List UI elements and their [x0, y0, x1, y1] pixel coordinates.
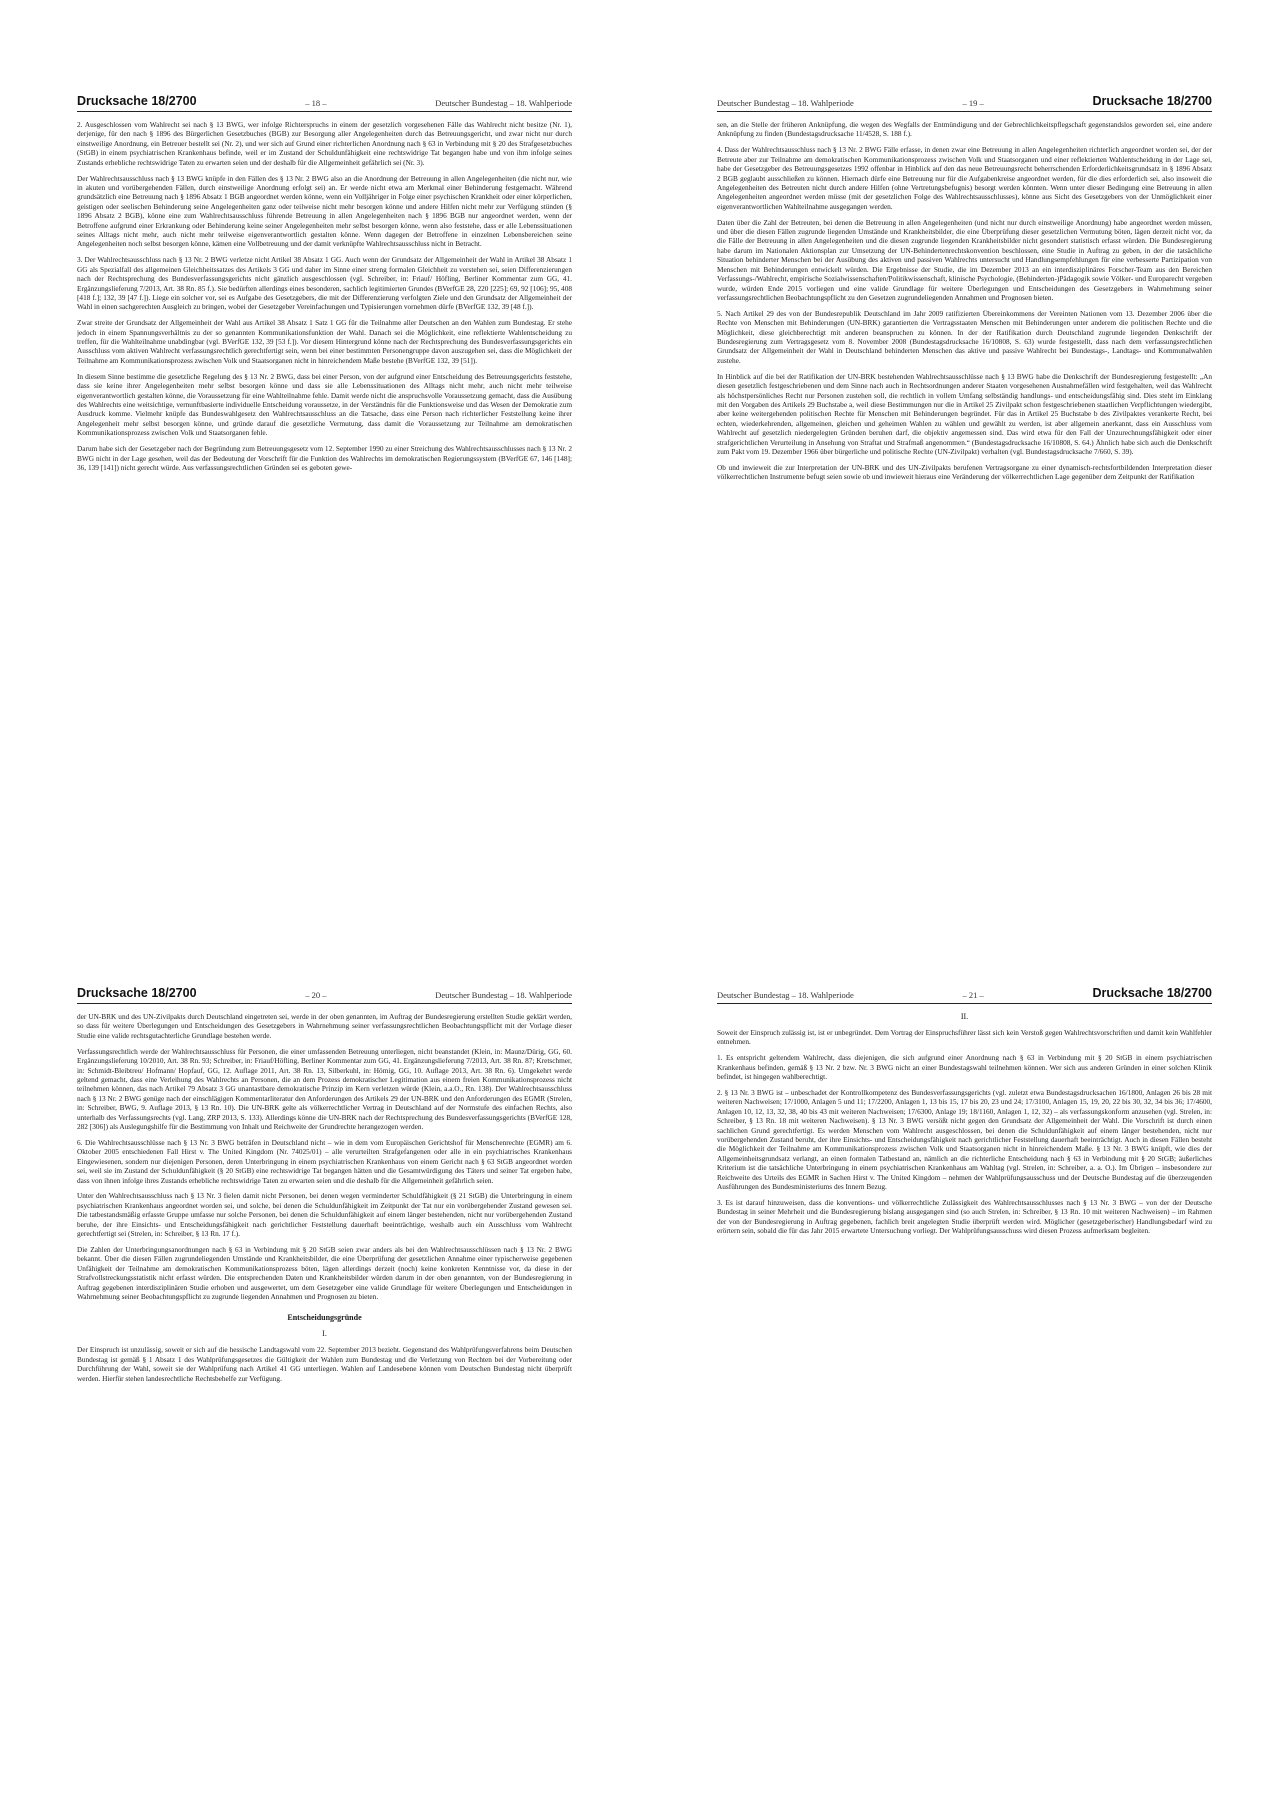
- paragraph: 5. Nach Artikel 29 des von der Bundesrepublik Deutschland im Jahr 2009 ratifizierten Übereinkommens der Vereinten Nationen vom 13. Dezember 2006 über die Rechte von Menschen mit Behinderungen (UN-BRK) garantierten die Vertragsstaaten Menschen mit Behinderungen unter anderem die politischen Rechte und die Möglichkeit, diese gleichberechtigt mit anderen beanspruchen zu können. In der der Ratifikation durch Deutschland zugrunde liegenden Denkschrift der Bundesregierung zum Vertragsgesetz vom 8. November 2008 (Bundestagsdrucksache 16/10808, S. 63) wurde festgestellt, dass nach dem verfassungsrechtlichen Grundsatz der Allgemeinheit der Wahl in Deutschland behinderten Menschen das aktive und passive Wahlrecht bei Bundestags-, Landtags- und Kommunalwahlen zustehe.: [717, 308, 1212, 365]
- page-number: – 20 –: [305, 990, 327, 1000]
- paragraph: 3. Es ist darauf hinzuweisen, dass die konventions- und völkerrechtliche Zulässigkeit des Wahlrechtsausschlusses nach § 13 Nr. 3 BWG – von der der Deutsche Bundestag in seiner Mehrheit und die Bundesregierung bislang ausgegangen sind (so auch Strelen, in: Schreiber, § 13 Rn. 10 mit weiteren Nachweisen) – im Rahmen der von der Bundesregierung in Auftrag gegebenen, fachlich breit angelegten Studie überprüft werden wird. Möglicher (gesetzgeberischer) Handlungsbedarf wird zu erörtern sein, sobald die für das Jahr 2015 erwartete Untersuchung vorliegt. Der Wahlprüfungsausschuss wird diesen Prozess aufmerksam begleiten.: [717, 1198, 1212, 1236]
- page-body: [77, 120, 572, 472]
- document-number: Drucksache 18/2700: [77, 986, 197, 1000]
- paragraph: 4. Dass der Wahlrechtsausschluss nach § 13 Nr. 2 BWG Fälle erfasse, in denen zwar eine Betreuung in allen Angelegenheiten richterlich angeordnet worden sei, der der Betreute aber zur Teilnahme am demokratischen Kommunikationsprozess zwischen Volk und Staatsorganen und einer reflektierten Wahlentscheidung in der Lage sei, habe der Gesetzgeber des Betreuungsgesetzes 1992 offenbar in Hinblick auf den das neue Betreuungsrecht beherrschenden Erforderlichkeitsgrundsatz in § 1896 Absatz 2 BGB geglaubt ausschließen zu können. Hiernach dürfe eine Betreuung nur für die Aufgabenkreise angeordnet werden, für die dies erforderlich sei, also insoweit die Angelegenheiten des Betreuten nicht durch andere Hilfen (ohne Vertretungsbefugnis) besorgt werden könnten. Wenn unter dieser Bedingung eine Betreuung in allen Angelegenheiten angeordnet werden müsse (mit der gesetzlichen Folge des Wahlrechtsausschlusses), könne aus Sicht des Gesetzgebers von der Unmöglichkeit einer eigenverantwortlichen Wahlteilnahme ausgegangen werden.: [717, 145, 1212, 211]
- paragraph: Der Wahlrechtsausschluss nach § 13 BWG knüpfe in den Fällen des § 13 Nr. 2 BWG also an die Anordnung der Betreuung in allen Angelegenheiten (die nicht nur, wie in akuten und vorübergehenden Fällen, durch einstweilige Anordnung erfolgt sei) an. Er werde nicht etwa am Merkmal einer Behinderung festgemacht. Während grundsätzlich eine Betreuung nach § 1896 Absatz 1 BGB angeordnet werden könne, wenn ein Volljähriger in Folge einer psychischen Krankheit oder einer körperlichen, geistigen oder seelischen Behinderung seine Angelegenheiten ganz oder teilweise nicht mehr besorgen könne und andere Hilfen nicht mehr zur Verfügung stünden (§ 1896 Absatz 2 BGB), könne eine zum Wahlrechtsausschluss führende Betreuung in allen Angelegenheiten nach § 1896 BGB nur angeordnet werden, wenn der Betroffene aufgrund einer Erkrankung oder Behinderung keine seiner Angelegenheiten mehr selbst besorgen könne, wenn also feststehe, dass er alle Lebenssituationen seines Alltags nicht mehr, auch nicht mehr teilweise eigenverantwortlich gestalten könne. Wenn dagegen der Betroffene in einzelnen Lebensbereichen seine Angelegenheiten noch selbst besorgen könne, kämen eine Vollbetreuung und der damit verknüpfte Wahlrechtsausschluss nicht in Betracht.: [77, 173, 572, 249]
- paragraph: 2. Ausgeschlossen vom Wahlrecht sei nach § 13 BWG, wer infolge Richterspruchs in einem der gesetzlich vorgesehenen Fälle das Wahlrecht nicht besitze (Nr. 1), derjenige, für den nach § 1896 des Bürgerlichen Gesetzbuches (BGB) zur Besorgung aller Angelegenheiten durch das Betreuungsgericht, und zwar nicht nur durch einstweilige Anordnung, ein Betreuer bestellt sei (Nr. 2), und wer sich auf Grund einer richterlichen Anordnung nach § 63 in Verbindung mit § 20 des Strafgesetzbuches (StGB) in einem psychiatrischen Krankenhaus befinde, weil er im Zustand der Schuldunfähigkeit eine rechtswidrige Tat begangen habe und von ihm infolge seines Zustands erhebliche rechtswidrige Taten zu erwarten seien und der deshalb für die Allgemeinheit gefährlich sei (Nr. 3).: [77, 120, 572, 167]
- parliament-period: Deutscher Bundestag – 18. Wahlperiode: [717, 98, 854, 108]
- paragraph: 2. § 13 Nr. 3 BWG ist – unbeschadet der Kontrollkompetenz des Bundesverfassungsgerichts (vgl. zuletzt etwa Bundestagsdrucksachen 16/1800, Anlagen 26 bis 28 mit weiteren Nachweisen; 17/1000, Anlagen 5 und 11; 17/2200, Anlagen 1, 13 bis 15, 17 bis 20, 23 und 24; 17/3100, Anlagen 15, 19, 20, 22 bis 30, 32, 34 bis 36; 17/4600, Anlagen 10, 12, 13, 32, 38, 40 bis 43 mit weiteren Nachweisen; 17/6300, Anlage 19; 18/1160, Anlagen 1, 12, 32) – als verfassungskonform anzusehen (vgl. Strelen, in: Schreiber, § 13 Rn. 18 mit weiteren Nachweisen). § 13 Nr. 3 BWG versößt nicht gegen den Grundsatz der Allgemeinheit der Wahl. Die Vorschrift ist durch einen sachlichen Grund gerechtfertigt. Es werden Menschen vom Wahlrecht ausgeschlossen, bei denen die Schuldunfähigkeit auf einem länger bestehenden, nicht nur vorübergehenden Zustand beruht, der ihre Einsichts- und Entscheidungsfähigkeit nach gerichtlicher Feststellung dauerhaft beeinträchtigt. Auch in diesen Fällen besteht die Möglichkeit der Teilnahme am Kommunikationsprozess zwischen Volk und Staatsorganen nicht in hinreichendem Maße. § 13 Nr. 3 BWG knüpft, wie dies der Allgemeinheitsgrundsatz verlangt, an einen formalen Tatbestand an, nämlich an die richterliche Entscheidung nach § 63 in Verbindung mit § 20 StGB; äußerliches Kriterium ist die tatsächliche Unterbringung in einem psychiatrischen Krankenhaus am Wahltag (vgl. Strelen, in: Schreiber, a. a. O.). Im Übrigen – insbesondere zur Reichweite des Urteils des EGMR in Sachen Hirst v. The United Kingdom – nehmen der Wahlprüfungsausschuss und der Deutsche Bundestag auf die überzeugenden Ausführungen des Bundesministeriums des Innern Bezug.: [717, 1088, 1212, 1192]
- paragraph: 1. Es entspricht geltendem Wahlrecht, dass diejenigen, die sich aufgrund einer Anordnung nach § 63 in Verbindung mit § 20 StGB in einem psychiatrischen Krankenhaus befinden, gemäß § 13 Nr. 2 bzw. Nr. 3 BWG nicht an einer Bundestagswahl teilnehmen können. Wer sich aus anderen Gründen in einer solchen Klinik befindet, ist hingegen wahlberechtigt.: [717, 1053, 1212, 1082]
- paragraph: Verfassungsrechtlich werde der Wahlrechtsausschluss für Personen, die einer umfassenden Betreuung unterliegen, nicht beanstandet (Klein, in: Maunz/Dürig, GG, 60. Ergänzungslieferung 10/2010, Art. 38 Rn. 93; Schreiber, in: Friauf/Höfling, Berliner Kommentar zum GG, 41. Ergänzungslieferung 7/2013, Art. 38 Rn. 87; Kretschmer, in: Schmidt-Bleibtreu/ Hofmann/ Hopfauf, GG, 12. Auflage 2011, Art. 38 Rn. 13, Silberkuhl, in: Hömig, GG, 10. Auflage 2013, Art. 38 Rn. 6). Umgekehrt werde geltend gemacht, dass eine Verleihung des Wahlrechts an Personen, die an dem Prozess demokratischer Legitimation aus einem freien Kommunikationsprozess nicht teilnehmen können, das nach Artikel 79 Absatz 3 GG unantastbare demokratische Prinzip im Kern verletzen würde (Klein, a.a.O., Rn. 138). Der Wahlrechtsausschluss nach § 13 Nr. 2 BWG genüge nach der einschlägigen Kommentarliteratur den Anforderungen des Artikels 29 der UN-BRK und den Anforderungen des EGMR (Strelen, in: Schreiber, BWG, 9. Auflage 2013, § 13 Rn. 10). Die UN-BRK gelte als völkerrechtlicher Vertrag in Deutschland auf der Normstufe des einfachen Rechts, also unterhalb des Verfassungsrechts (vgl. Lang, ZRP 2013, S. 133). Allerdings könne die UN-BRK nach der Rechtsprechung des Bundesverfassungsgerichts (BVerfGE 128, 282 [306]) als Auslegungshilfe für die Bestimmung von Inhalt und Reichweite der Grundrechte herangezogen werden.: [77, 1046, 572, 1131]
- paragraph: Zwar streite der Grundsatz der Allgemeinheit der Wahl aus Artikel 38 Absatz 1 Satz 1 GG für die Teilnahme aller Deutschen an den Wahlen zum Bundestag. Er stehe jedoch in einem Spannungsverhältnis zu der so genannten Kommunikationsfunktion der Wahl. Danach sei die Möglichkeit, eine reflektierte Wahlentscheidung zu treffen, für die Wahlteilnahme unabdingbar (vgl. BVerfGE 132, 39 [53 f.]). Vor diesem Hintergrund könne nach der Rechtsprechung des Bundesverfassungsgerichts ein Ausschluss vom aktiven Wahlrecht verfassungsrechtlich gerechtfertigt sein, wenn bei einer bestimmten Personengruppe davon auszugehen sei, dass die Möglichkeit der Teilnahme am Kommunikationsprozess zwischen Volk und Staatsorganen nicht in hinreichendem Maße bestehe (BVerfGE 132, 39 [51]).: [77, 318, 572, 365]
- paragraph: 3. Der Wahlrechtsausschluss nach § 13 Nr. 2 BWG verletze nicht Artikel 38 Absatz 1 GG. Auch wenn der Grundsatz der Allgemeinheit der Wahl in Artikel 38 Absatz 1 GG als Spezialfall des allgemeinen Gleichheitssatzes des Artikels 3 GG und daher im Sinne einer streng formalen Gleichheit zu verstehen sei, seien Differenzierungen nach der Rechtsprechung des Bundesverfassungsgerichts nicht gänzlich ausgeschlossen (vgl. Schreiber, in: Friauf/ Höfling, Berliner Kommentar zum GG, 41. Ergänzungslieferung 7/2013, Art. 38 Rn. 85 f.). Sie bedürften allerdings eines besonderen, sachlich legitimierten Grundes (BVerfGE 28, 220 [225]; 69, 92 [106]; 95, 408 [418 f.]; 132, 39 [47 f.]). Liege ein solcher vor, sei es Aufgabe des Gesetzgebers, die mit der Differenzierung verfolgten Ziele und den Grundsatz der Allgemeinheit der Wahl in einen sachgerechten Ausgleich zu bringen, wobei der Gesetzgeber Vereinfachungen und Typisierungen vornehmen dürfe (BVerfGE 132, 39 [48 f.]).: [77, 255, 572, 312]
- paragraph: sen, an die Stelle der früheren Anknüpfung, die wegen des Wegfalls der Entmündigung und der Gebrechlichkeitspflegschaft gegenstandslos geworden sei, eine andere Anknüpfung zu finden (Bundestagsdrucksache 11/4528, S. 188 f.).: [717, 120, 1212, 139]
- page-header: [77, 88, 572, 112]
- page-20: [77, 980, 572, 1760]
- paragraph: Daten über die Zahl der Betreuten, bei denen die Betreuung in allen Angelegenheiten (und nicht nur durch einstweilige Anordnung) habe angeordnet werden müssen, und über die diesen Fällen zugrunde liegenden Umstände und Krankheitsbilder, die eine Überprüfung dieser gesetzlichen Vermutung böten, lägen derzeit nicht vor, da die Fälle der Betreuung in allen Angelegenheiten und die diesen zugrunde liegenden Krankheitsbilder nicht gesondert statistisch erfasst würden. Die Bundesregierung habe darum im Nationalen Aktionsplan zur Umsetzung der UN-Behindertenrechtskonvention beschlossen, eine Studie in Auftrag zu geben, in der die tatsächliche Situation behinderter Menschen bei der Ausübung des aktiven und passiven Wahlrechts untersucht und Handlungsempfehlungen für eine verbesserte Partizipation von Menschen mit Behinderungen entwickelt würden. Die Ergebnisse der Studie, die im Dezember 2013 an ein interdisziplinäres Forscher-Team aus den Bereichen Verfassungs-/Wahlrecht, empirische Sozialwissenschaften/Politikwissenschaft, klinische Psychologie, (Behinderten-)Pädagogik sowie Völker- und Europarecht vergeben wurde, würden Ende 2015 vorliegen und eine valide Grundlage für weitere Überlegungen und Entscheidungen des Gesetzgebers in Wahrnehmung seiner verfassungsrechtlichen Beobachtungspflicht zu den Gesetzen zugrundeliegenden Annahmen und Prognosen bieten.: [717, 217, 1212, 302]
- parliament-period: Deutscher Bundestag – 18. Wahlperiode: [717, 990, 854, 1000]
- paragraph: Unter den Wahlrechtsausschluss nach § 13 Nr. 3 fielen damit nicht Personen, bei denen wegen verminderter Schuldfähigkeit (§ 21 StGB) die Unterbringung in einem psychiatrischen Krankenhaus angeordnet worden sei, und solche, bei denen die Schuldunfähigkeit im Zeitpunkt der Tat nur ein vorübergehender Zustand gewesen sei. Die tatbestandsmäßig erfasste Gruppe umfasse nur solche Personen, bei denen die Schuldunfähigkeit auf einem länger bestehenden, nicht nur vorübergehenden Zustand beruhe, der ihre Einsichts- und Entscheidungsfähigkeit nach gerichtlicher Feststellung dauerhaft beeinträchtige, weshalb auch ein Ausschluss vom Wahlrecht gerechtfertigt sei (Strelen, in: Schreiber, § 13 Rn. 17 f.).: [77, 1191, 572, 1239]
- page-18: [77, 88, 572, 848]
- paragraph: Soweit der Einspruch zulässig ist, ist er unbegründet. Dem Vortrag der Einspruchsführer lässt sich kein Verstoß gegen Wahlrechtsvorschriften und damit kein Wahlfehler entnehmen.: [717, 1028, 1212, 1047]
- parliament-period: Deutscher Bundestag – 18. Wahlperiode: [435, 990, 572, 1000]
- section-number: II.: [960, 1012, 969, 1021]
- paragraph: Der Einspruch ist unzulässig, soweit er sich auf die hessische Landtagswahl vom 22. September 2013 bezieht. Gegenstand des Wahlprüfungsverfahrens beim Deutschen Bundestag ist gemäß § 1 Absatz 1 des Wahlprüfungsgesetzes die Gültigkeit der Wahlen zum Bundestag und die Verletzung von Rechten bei der Vorbereitung oder Durchführung der Wahl, soweit sie der Wahlprüfung nach Artikel 41 GG unterliegen. Wahlen auf Landesebene können vom Deutschen Bundestag nicht überprüft werden. Hierfür stehen landesrechtliche Rechtsbehelfe zur Verfügung.: [77, 1345, 572, 1383]
- section-heading: Entscheidungsgründe: [287, 1313, 362, 1323]
- document-number: Drucksache 18/2700: [1092, 94, 1212, 108]
- paragraph: der UN-BRK und des UN-Zivilpakts durch Deutschland eingetreten sei, werde in der oben genannten, im Auftrag der Bundesregierung erstellten Studie geklärt werden, so dass für weitere Überlegungen und Entscheidungen des Gesetzgebers in Wahrnehmung seiner verfassungsrechtlichen Beobachtungspflicht mit der Vorlage dieser Studie eine valide rechtsgutachterliche Grundlage bestehen werde.: [77, 1012, 572, 1040]
- page-number: – 19 –: [962, 98, 984, 108]
- page-number: – 21 –: [962, 990, 984, 1000]
- page-header: [717, 88, 1212, 112]
- paragraph: Die Zahlen der Unterbringungsanordnungen nach § 63 in Verbindung mit § 20 StGB seien zwar anders als bei den Wahlrechtsausschlüssen nach § 13 Nr. 2 BWG bekannt. Über die diesen Fällen zugrundeliegenden Umstände und Krankheitsbilder, die eine Überprüfung der gesetzlichen Annahme einer typischerweise gegebenen Unfähigkeit der Teilnahme am demokratischen Kommunikationsprozess böten, lägen allerdings derzeit (noch) keine konkreten Kenntnisse vor, da diese in der Strafvollstreckungsstatistik nicht erfasst würden. Die entsprechenden Daten und Krankheitsbilder würden darum in der oben genannten, von der Bundesregierung in Auftrag gegebenen interdisziplinären Studie erhoben und ausgewertet, um dem Gesetzgeber eine valide Grundlage für weitere Überlegungen und Entscheidungen in Wahrnehmung seiner Beobachtungspflicht zu zugrunde liegenden Annahmen und Prognosen zu bieten.: [77, 1244, 572, 1301]
- document-number: Drucksache 18/2700: [1092, 986, 1212, 1000]
- parliament-period: Deutscher Bundestag – 18. Wahlperiode: [435, 98, 572, 108]
- paragraph: In diesem Sinne bestimme die gesetzliche Regelung des § 13 Nr. 2 BWG, dass bei einer Person, von der aufgrund einer Entscheidung des Betreuungsgerichts feststehe, dass sie keine ihrer Angelegenheiten mehr selbst besorgen könne und dass sie alle Lebenssituationen des Alltags nicht mehr, auch nicht mehr teilweise eigenverantwortlich gestalten könne, die Voraussetzung für eine Wahlteilnahme fehle. Damit werde nicht die anspruchsvolle Voraussetzung gemacht, dass die Ausübung des Wahlrechts eine weitsichtige, vernunftbasierte individuelle Entscheidung voraussetze, in der Verständnis für die Funktionsweise und das Wesen der Demokratie zum Ausdruck komme. Vielmehr knüpfe das Bundeswahlgesetz den Wahlrechtsausschluss an die Tatsache, dass eine Person nach richterlicher Feststellung keine ihrer Angelegenheit mehr selbst besorgen könne, und gründe darauf die gesetzliche Vermutung, dass damit die Voraussetzung zur Teilnahme am demokratischen Kommunikationsprozess zwischen Volk und Staatsorganen fehle.: [77, 371, 572, 438]
- paragraph: Ob und inwieweit die zur Interpretation der UN-BRK und des UN-Zivilpakts berufenen Vertragsorgane zu einer dynamisch-rechtsfortbildenden Interpretation dieser völkerrechtlichen Instrumente befugt seien sowie ob und inwieweit hieraus eine Veränderung der völkerrechtlichen Lage gegenüber dem Zeitpunkt der Ratifikation: [717, 462, 1212, 482]
- page-body: [717, 1012, 1212, 1236]
- page-header: [77, 980, 572, 1004]
- page-body: [77, 1012, 572, 1383]
- page-header: [717, 980, 1212, 1004]
- paragraph: Darum habe sich der Gesetzgeber nach der Begründung zum Betreuungsgesetz vom 12. September 1990 zu einer Streichung des Wahlrechtsausschlusses nach § 13 Nr. 2 BWG nicht in der Lage gesehen, weil das der Bedeutung der Vorschrift für die Funktion des Wahlrechts im demokratischen Regierungssystem (BVerfGE 67, 146 [148]; 36, 139 [141]) nicht gerecht würde. Aus verfassungsrechtlichen Gründen sei es geboten gewe-: [77, 444, 572, 472]
- page-number: – 18 –: [305, 98, 327, 108]
- paragraph: In Hinblick auf die bei der Ratifikation der UN-BRK bestehenden Wahlrechtsausschlüsse nach § 13 BWG habe die Denkschrift der Bundesregierung festgestellt: „An diesen gesetzlich festgeschriebenen und dem Sinne nach auch in Rechtsordnungen anderer Staaten vorgesehenen Ausnahmefällen wird festgehalten, weil das Wahlrecht als höchstpersönliches Recht nur Personen zustehen soll, die rechtlich in vollem Umfang selbständig handlungs- und entscheidungsfähig sind. Dies steht im Einklang mit den Vorgaben des Artikels 29 Buchstabe a, weil diese Bestimmungen nur die in Artikel 25 Zivilpakt schon festgeschriebenen staatlichen Verpflichtungen wiedergibt, aber keine weitergehenden politischen Rechte für Menschen mit Behinderungen begründet. Für das in Artikel 25 Buchstabe b des Zivilpaktes verankerte Recht, bei echten, wiederkehrenden, allgemeinen, gleichen und geheimen Wahlen zu wählen und gewählt zu werden, ist aber allgemein anerkannt, dass ein Ausschluss vom Wahlrecht auf gesetzlich niedergelegten Gründen beruhen darf, die objektiv angemessen sind. Das wird etwa für den Fall der Unzurechnungsfähigkeit oder einer strafgerichtlichen Verurteilung in Ansehung von Straftat und Strafmaß angenommen.“ (Bundestagsdrucksache 16/10808, S. 64.) Ähnlich habe sich auch die Denkschrift zum Pakt vom 19. Dezember 1966 über bürgerliche und politische Rechte (UN-Zivilpakt) verhalten (vgl. Bundestagsdrucksache 7/660, S. 39).: [717, 371, 1212, 456]
- document-number: Drucksache 18/2700: [77, 94, 197, 108]
- page-body: [717, 120, 1212, 482]
- page-19: [717, 88, 1212, 848]
- paragraph: 6. Die Wahlrechtsausschlüsse nach § 13 Nr. 3 BWG beträfen in Deutschland nicht – wie in dem vom Europäischen Gerichtshof für Menschenrechte (EGMR) am 6. Oktober 2005 entschiedenen Fall Hirst v. The United Kingdom (Nr. 74025/01) – alle verurteilten Strafgefangenen oder alle in ein psychiatrisches Krankenhaus Eingewiesenen, sondern nur diejenigen Personen, deren Unterbringung in einem psychiatrischen Krankenhaus von einem Gericht nach § 63 StGB angeordnet worden sei, weil sie im Zustand der Schuldunfähigkeit (§ 20 StGB) eine rechtswidrige Tat begangen hätten und die Gesamtwürdigung des Täters und seiner Tat ergeben habe, dass von ihnen infolge ihres Zustands erhebliche rechtswidrige Taten zu erwarten seien und die deshalb für die Allgemeinheit gefährlich seien.: [77, 1137, 572, 1185]
- page-21: [717, 980, 1212, 1480]
- section-number: I.: [322, 1329, 327, 1339]
